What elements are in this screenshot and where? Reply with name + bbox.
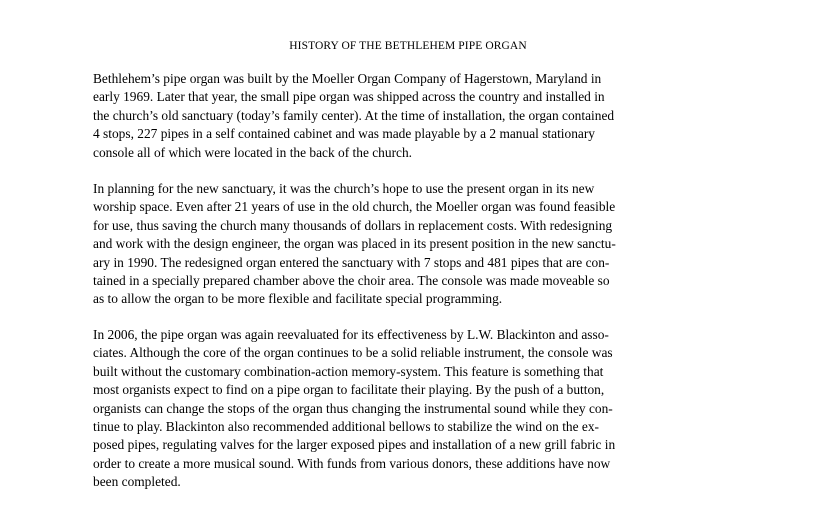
text-line: Bethlehem’s pipe organ was built by the Moeller Organ Company of Hagerstown, Maryland in (93, 71, 602, 86)
text-line: early 1969. Later that year, the small pipe organ was shipped across the country and installed in (93, 89, 605, 105)
text-line: posed pipes, regulating valves for the larger exposed pipes and installation of a new grill fabric in (93, 437, 616, 453)
paragraph-2006-reevaluation (93, 326, 733, 492)
text-line: built without the customary combination-action memory-system. This feature is something that (93, 363, 604, 379)
paragraph-organ-origin (93, 70, 733, 162)
text-line: most organists expect to find on a pipe organ to facilitate their playing. By the push of a button, (93, 382, 605, 398)
paragraph-new-sanctuary (93, 180, 733, 309)
text-line: In planning for the new sanctuary, it was the church’s hope to use the present organ in its new (93, 181, 595, 196)
text-line: tinue to play. Blackinton also recommended additional bellows to stabilize the wind on the ex- (93, 418, 599, 434)
text-line: been completed. (93, 474, 181, 490)
page-title: HISTORY OF THE BETHLEHEM PIPE ORGAN (289, 40, 527, 52)
text-line: tained in a specially prepared chamber above the choir area. The console was made moveable so (93, 272, 610, 288)
text-line: and work with the design engineer, the organ was placed in its present position in the new sanctu- (93, 236, 616, 252)
text-line: ary in 1990. The redesigned organ entered the sanctuary with 7 stops and 481 pipes that are con- (93, 254, 610, 270)
text-line: In 2006, the pipe organ was again reevaluated for its effectiveness by L.W. Blackinton and asso- (93, 327, 609, 342)
text-line: organists can change the stops of the organ thus changing the instrumental sound while they con- (93, 400, 613, 416)
text-line: as to allow the organ to be more flexible and facilitate special programming. (93, 291, 503, 307)
text-line: 4 stops, 227 pipes in a self contained cabinet and was made playable by a 2 manual stationary (93, 126, 596, 142)
text-line: console all of which were located in the back of the church. (93, 144, 413, 160)
text-line: ciates. Although the core of the organ continues to be a solid reliable instrument, the console was (93, 345, 613, 361)
text-line: for use, thus saving the church many thousands of dollars in replacement costs. With redesigning (93, 217, 613, 233)
text-line: order to create a more musical sound. With funds from various donors, these additions have now (93, 455, 611, 471)
text-line: the church’s old sanctuary (today’s family center). At the time of installation, the organ contained (93, 107, 615, 123)
text-line: worship space. Even after 21 years of use in the old church, the Moeller organ was found feasible (93, 199, 616, 215)
